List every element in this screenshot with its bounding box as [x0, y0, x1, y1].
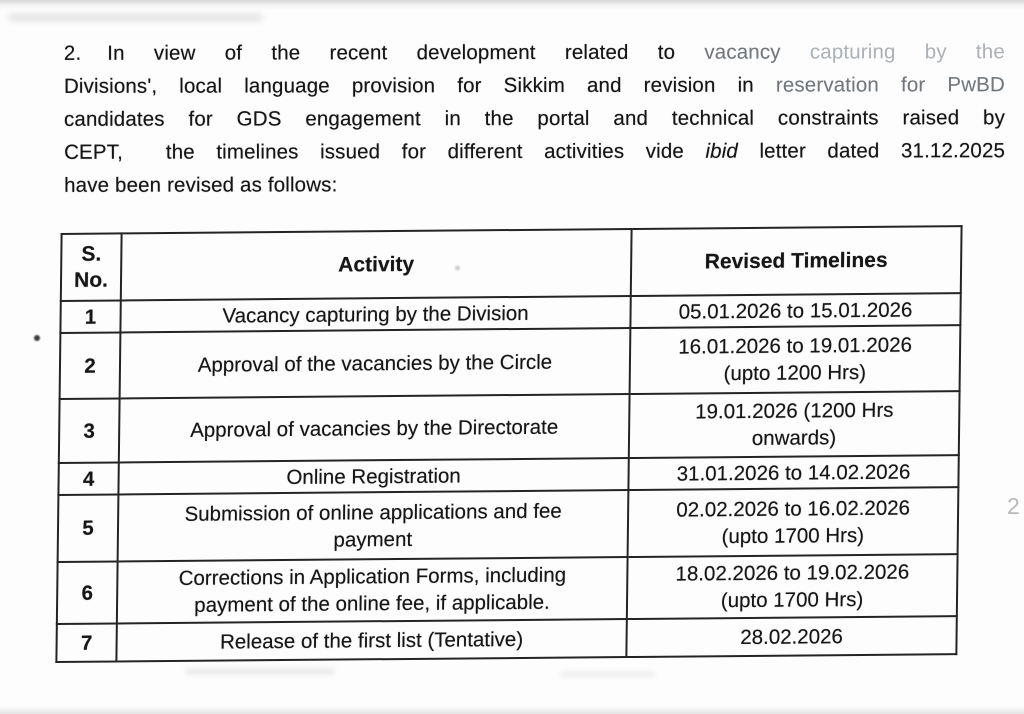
paragraph-line: [64, 68, 1005, 103]
paragraph-line: [64, 101, 1005, 136]
table-row: [59, 391, 960, 463]
cell-timeline: 16.01.2026 to 19.01.2026 (upto 1200 Hrs): [630, 325, 961, 394]
cell-activity: Approval of the vacancies by the Circle: [120, 328, 631, 398]
table-row: [60, 325, 961, 399]
cell-activity: Online Registration: [118, 458, 628, 494]
cell-activity: Approval of vacancies by the Directorate: [119, 394, 630, 462]
cell-timeline: 28.02.2026: [626, 616, 956, 657]
paragraph-segment: candidates for GDS engagement in the portal and technical constraints raised by: [63, 106, 1006, 131]
cell-timeline: 18.02.2026 to 19.02.2026 (upto 1700 Hrs): [627, 554, 958, 619]
cell-sno: 3: [59, 398, 120, 463]
paragraph-segment: have been revised as follows:: [64, 173, 338, 197]
paragraph-line: [64, 134, 1005, 169]
cell-sno: 5: [58, 494, 119, 562]
table-row: [58, 487, 959, 562]
column-header-activity: Activity: [121, 229, 632, 300]
scan-smudge-top-left: [8, 13, 263, 22]
cell-activity: Release of the first list (Tentative): [116, 619, 626, 661]
scan-edge-shadow-bottom: [0, 706, 1024, 714]
scan-speck-left-margin: [34, 335, 40, 341]
scan-smudge-below-table-left: [185, 668, 335, 675]
table-row: [56, 616, 956, 662]
table-row: [57, 554, 958, 624]
paragraph-segment: vacancy: [675, 40, 781, 64]
paragraph-segment: 2.: [63, 41, 82, 65]
cell-sno: 6: [57, 561, 118, 624]
cell-timeline: 02.02.2026 to 16.02.2026 (upto 1700 Hrs): [628, 487, 959, 557]
cell-timeline: 05.01.2026 to 15.01.2026: [630, 293, 960, 328]
cell-activity: Vacancy capturing by the Division: [120, 296, 630, 332]
column-header-sno: S. No.: [61, 233, 122, 301]
cell-activity: Corrections in Application Forms, including payment of the online fee, if applicable.: [117, 557, 628, 623]
timelines-table: [55, 225, 962, 663]
cell-sno: 1: [60, 300, 120, 333]
cell-timeline: 19.01.2026 (1200 Hrs onwards): [629, 391, 960, 458]
paragraph-line: [64, 167, 1005, 202]
table-header-row: [61, 226, 962, 301]
paragraph-segment: ibid: [705, 139, 738, 163]
paragraph-line: [64, 35, 1005, 70]
cell-sno: 4: [58, 462, 118, 495]
cell-activity: Submission of online applications and fee payment: [118, 490, 629, 561]
paragraph-segment: reservation for PwBD: [753, 73, 1005, 97]
table-body: [56, 293, 960, 662]
scan-edge-shadow-top: [0, 0, 1024, 10]
paragraph-segment: Divisions', local language provision for Sikkim and revision in: [63, 73, 754, 98]
cell-sno: 2: [60, 332, 121, 399]
paragraph-segment: letter dated 31.12.2025: [737, 139, 1006, 163]
paragraph-segment: In view of the recent development related to: [107, 40, 676, 65]
cell-sno: 7: [56, 623, 116, 662]
cell-timeline: 31.01.2026 to 14.02.2026: [628, 455, 958, 490]
paragraph-segment: capturing by the: [780, 40, 1005, 64]
scan-smudge-below-table-mid: [560, 671, 655, 677]
paragraph-segment: CEPT, the timelines issued for different activities vide: [64, 139, 706, 164]
body-paragraph: [64, 35, 1005, 202]
table-header: [61, 226, 962, 301]
page-number-fragment: 2: [1007, 493, 1020, 519]
column-header-timeline: Revised Timelines: [631, 226, 962, 296]
